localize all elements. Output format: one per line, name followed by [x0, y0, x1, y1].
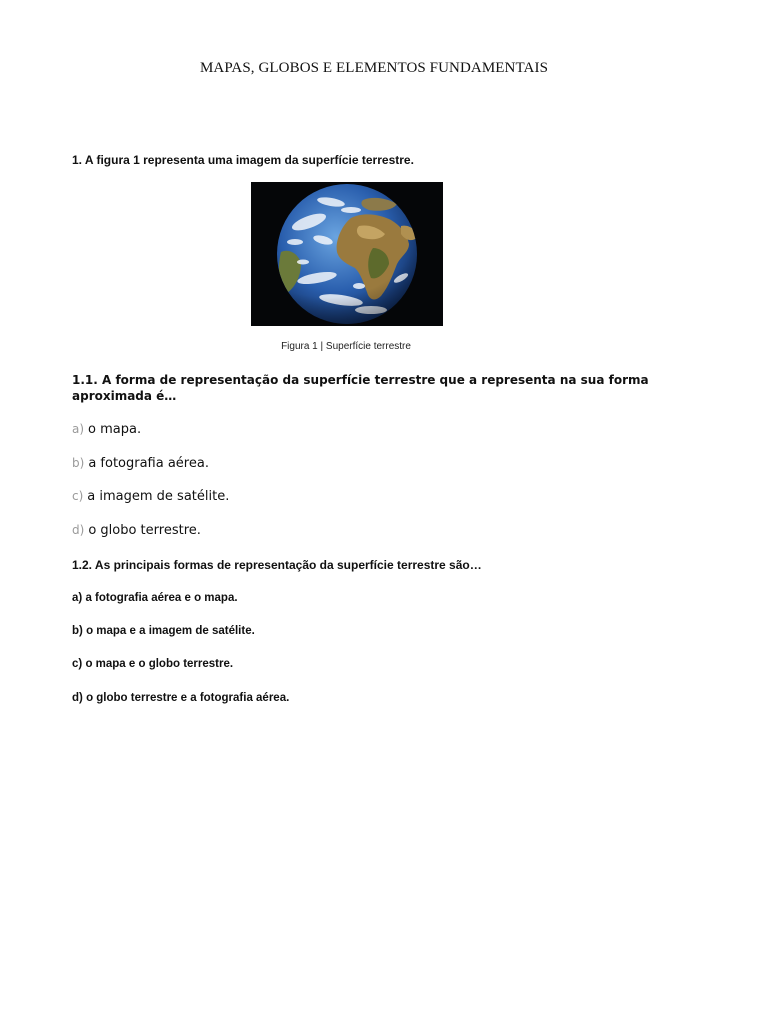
option-letter: c) — [72, 658, 83, 670]
option-1-2-c — [72, 658, 233, 670]
figure-1-earth-image — [251, 182, 443, 326]
option-letter: a) — [72, 592, 83, 604]
option-letter: c) — [72, 489, 84, 503]
option-text: o globo terrestre e a fotografia aérea. — [86, 692, 290, 704]
option-1-1-a — [72, 422, 141, 437]
option-1-2-d — [72, 692, 289, 704]
option-letter: d) — [72, 692, 83, 704]
figure-caption: Figura 1 | Superfície terrestre — [281, 341, 411, 352]
option-1-1-c — [72, 489, 229, 504]
option-text: o mapa e o globo terrestre. — [85, 658, 234, 670]
option-1-2-a — [72, 592, 238, 604]
option-text: a imagem de satélite. — [87, 489, 230, 504]
option-text: a fotografia aérea e o mapa. — [85, 592, 238, 604]
earth-globe-icon — [251, 182, 443, 326]
option-letter: b) — [72, 625, 83, 637]
option-text: a fotografia aérea. — [88, 456, 209, 471]
option-1-1-b — [72, 456, 209, 471]
question-1-1: 1.1. A forma de representação da superfície terrestre que a representa na sua forma aproximada é… — [72, 373, 649, 403]
option-1-1-d — [72, 523, 201, 538]
option-letter: d) — [72, 523, 85, 537]
document-title: MAPAS, GLOBOS E ELEMENTOS FUNDAMENTAIS — [199, 60, 549, 76]
option-text: o globo terrestre. — [88, 523, 201, 538]
option-1-2-b — [72, 625, 255, 637]
option-letter: a) — [72, 422, 85, 436]
option-text: o mapa e a imagem de satélite. — [86, 625, 255, 637]
option-text: o mapa. — [88, 422, 142, 437]
question-1: 1. A figura 1 representa uma imagem da superfície terrestre. — [72, 153, 414, 167]
question-1-2: 1.2. As principais formas de representação da superfície terrestre são… — [72, 558, 482, 572]
option-letter: b) — [72, 456, 85, 470]
